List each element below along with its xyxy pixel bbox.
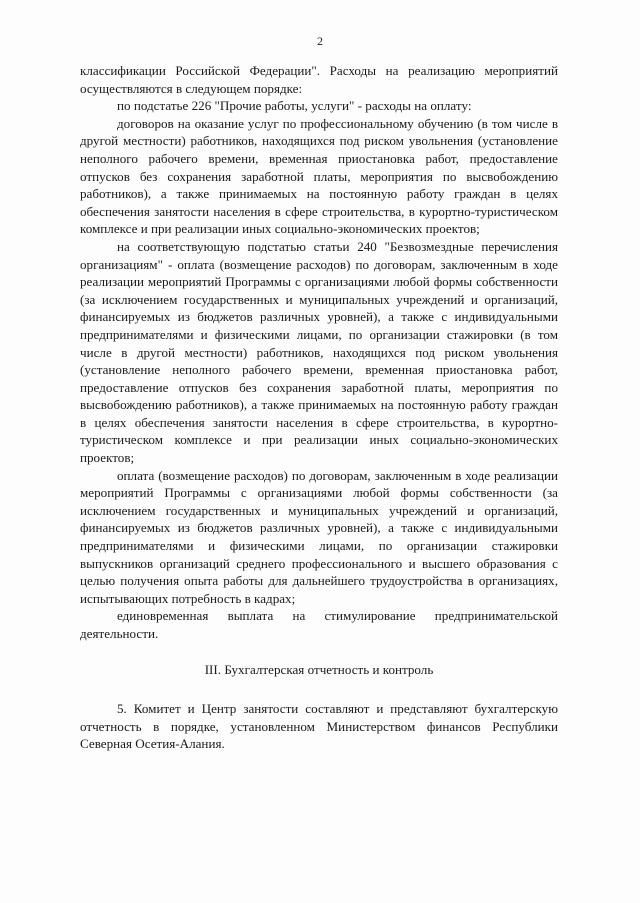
paragraph-classification: классификации Российской Федерации". Расходы на реализацию мероприятий осуществляются в следующем порядке: bbox=[80, 63, 558, 96]
paragraph-accounting-reporting: 5. Комитет и Центр занятости составляют и представляют бухгалтерскую отчетность в порядке, установленном Министерством финансов Республики Северная Осетия-Алания. bbox=[80, 701, 558, 752]
section-heading: III. Бухгалтерская отчетность и контроль bbox=[204, 661, 434, 677]
paragraph-training-contracts: договоров на оказание услуг по профессиональному обучению (в том числе в другой местности) работников, находящихся под риском увольнения (установление неполного рабочего времени, временная приостановка работ, предоставление отпусков без сохранения заработной платы, мероприятия по высвобождению работников), а также принимаемых на постоянную работу граждан в целях обеспечения занятости населения в сфере строительства, в курортно-туристическом комплексе и при реализации иных социально-экономических проектов; bbox=[80, 115, 558, 237]
paragraph-article-240: на соответствующую подстатью статьи 240 "Безвозмездные перечисления организациям" - оплата (возмещение расходов) по договорам, заключенным в ходе реализации мероприятий Программы с организациями любой формы собственности (за исключением государственных и муниципальных учреждений и организаций, финансируемых из бюджетов различных уровней), а также с индивидуальными предпринимателями и физическими лицами, по организации стажировки (в том числе в другой местности) работников, находящихся под риском увольнения (установление неполного рабочего времени, временная приостановка работ, предоставление отпусков без сохранения заработной платы, мероприятия по высвобождению работников), а также принимаемых на постоянную работу граждан в целях обеспечения занятости населения в сфере строительства, в курортно-туристическом комплексе и при реализации иных социально-экономических проектов; bbox=[80, 238, 558, 466]
paragraph-entrepreneurship-payment: единовременная выплата на стимулирование предпринимательской деятельности. bbox=[80, 608, 558, 641]
paragraph-graduate-internships: оплата (возмещение расходов) по договорам, заключенным в ходе реализации мероприятий Программы с организациями любой формы собственности (за исключением государственных и муниципальных учреждений и организаций, финансируемых из бюджетов различных уровней), а также с индивидуальными предпринимателями и физическими лицами, по организации стажировки выпускников организаций среднего профессионального и высшего образования с целью получения опыта работы для дальнейшего трудоустройства в организациях, испытывающих потребность в кадрах; bbox=[80, 467, 558, 606]
document-body bbox=[80, 62, 558, 753]
paragraph-subarticle-226: по подстатье 226 "Прочие работы, услуги" - расходы на оплату: bbox=[117, 98, 472, 114]
page-number: 2 bbox=[317, 34, 323, 48]
